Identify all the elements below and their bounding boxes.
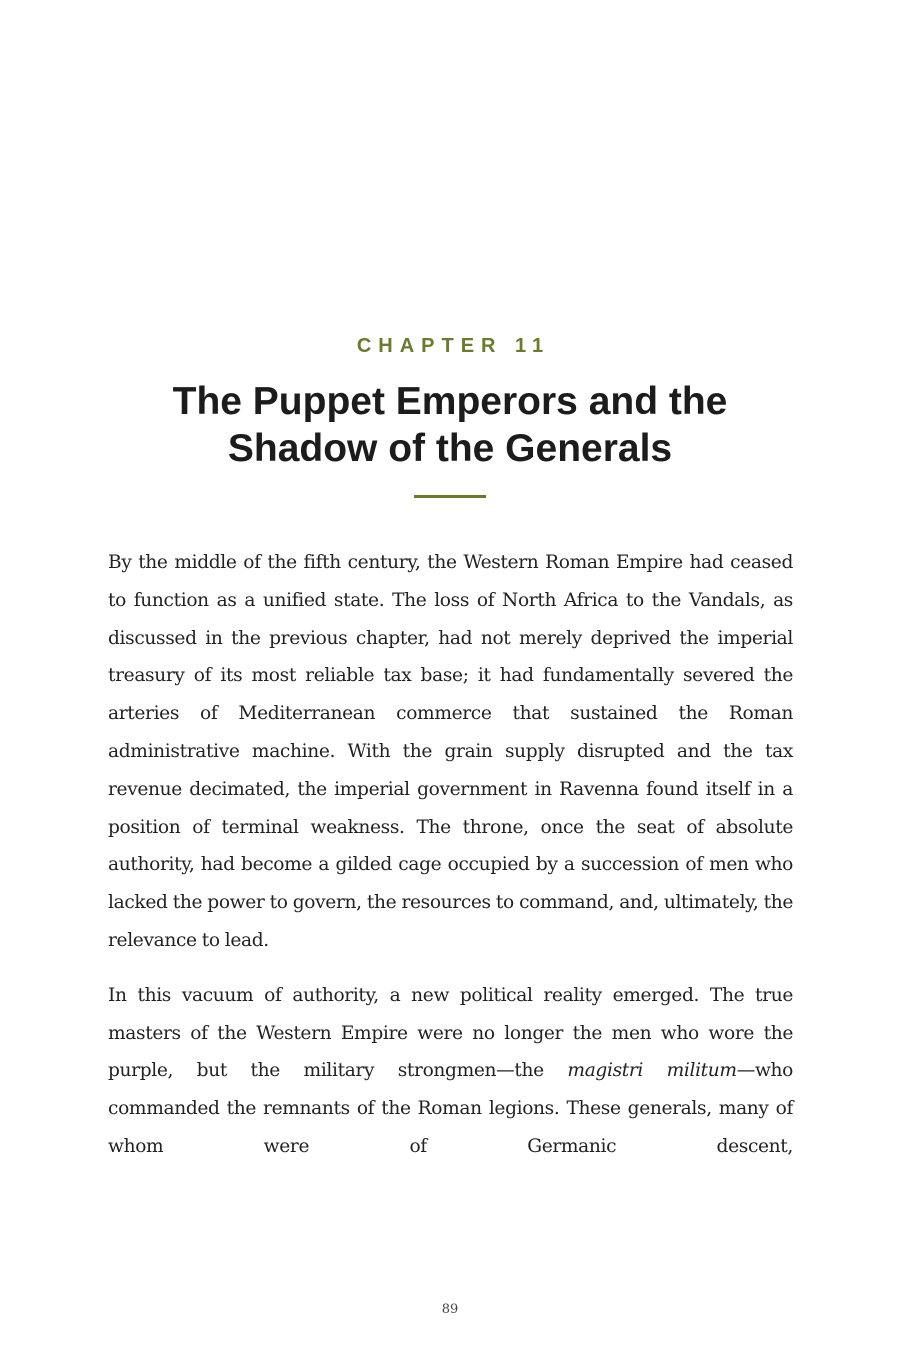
- chapter-label: CHAPTER 11: [356, 335, 551, 357]
- paragraph-2-part-2: —who commanded the remnants of the Roman legions. These generals, many of whom were of Germanic descent,: [108, 1060, 793, 1157]
- page-number: 89: [441, 1302, 459, 1317]
- chapter-title: [100, 378, 800, 472]
- chapter-title-line-1: The Puppet Emperors and the: [172, 380, 728, 423]
- paragraph-1: By the middle of the fifth century, the Western Roman Empire had ceased to function as a unified state. The loss of North Africa to the Vandals, as discussed in the previous chapter, had not merely deprived the imperial treasury of its most reliable tax base; it had fundamentally severed the arteries of Mediterranean commerce that sustained the Roman administrative machine. With the grain supply disrupted and the tax revenue decimated, the imperial government in Ravenna found itself in a position of terminal weakness. The throne, once the seat of absolute authority, had become a gilded cage occupied by a succession of men who lacked the power to govern, the resources to command, and, ultimately, the relevance to lead.: [108, 552, 793, 951]
- paragraph-2: [108, 977, 793, 1166]
- chapter-title-line-2: Shadow of the Generals: [227, 427, 673, 470]
- body-text: [108, 544, 793, 1183]
- paragraph-2-italic-term: magistri militum: [567, 1060, 737, 1082]
- title-divider: [414, 495, 486, 498]
- paragraph-2-part-1: In this vacuum of authority, a new political reality emerged. The true masters of the Western Empire were no longer the men who wore the purple, but the military strongmen—the: [108, 984, 793, 1082]
